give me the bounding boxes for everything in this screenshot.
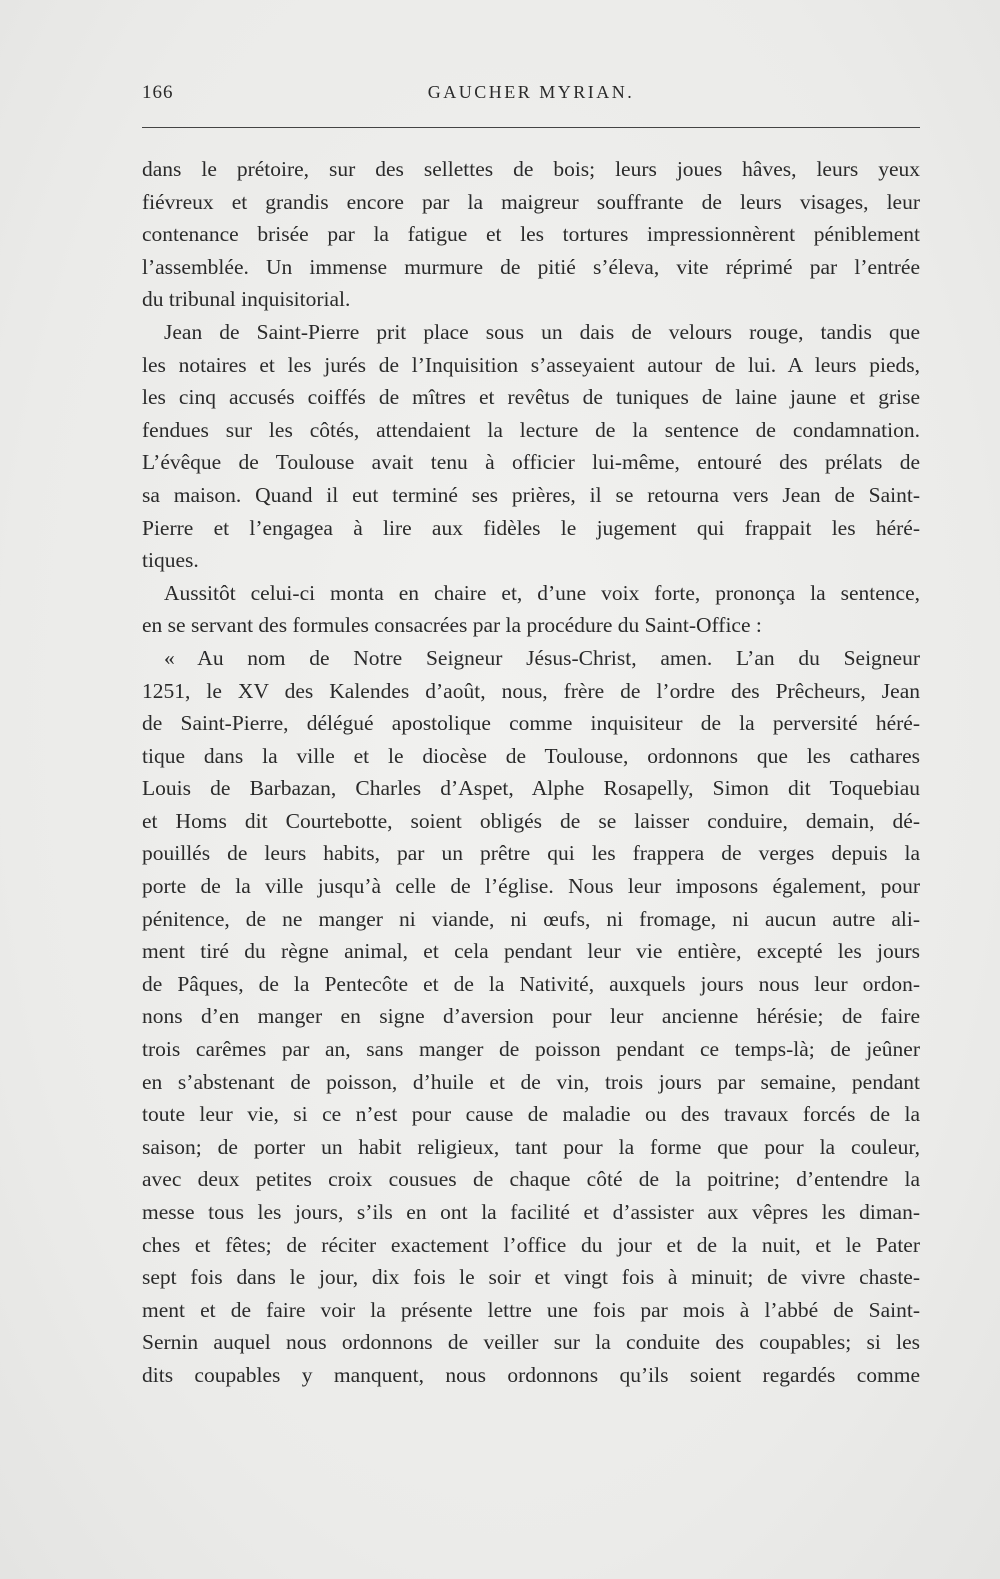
text-line: et Homs dit Courtebotte, soient obligés de se laisser conduire, demain, dé-: [142, 808, 920, 833]
text-line: Louis de Barbazan, Charles d’Aspet, Alphe Rosapelly, Simon dit Toquebiau: [142, 776, 920, 801]
text-line: de Pâques, de la Pentecôte et de la Nativité, auxquels jours nous leur ordon-: [142, 971, 920, 996]
text-line: ment et de faire voir la présente lettre une fois par mois à l’abbé de Saint-: [142, 1297, 920, 1322]
text-line: Pierre et l’engagea à lire aux fidèles le jugement qui frappait les héré-: [142, 515, 920, 540]
text-line: de Saint-Pierre, délégué apostolique comme inquisiteur de la perversité héré-: [142, 711, 920, 736]
text-line: Jean de Saint-Pierre prit place sous un dais de velours rouge, tandis que: [164, 319, 920, 344]
header-rule: [142, 127, 920, 128]
text-line: Aussitôt celui-ci monta en chaire et, d’une voix forte, prononça la sentence,: [164, 580, 920, 605]
text-line: 1251, le XV des Kalendes d’août, nous, frère de l’ordre des Prêcheurs, Jean: [142, 678, 920, 703]
text-line: fiévreux et grandis encore par la maigreur souffrante de leurs visages, leur: [142, 189, 920, 214]
running-title: GAUCHER MYRIAN.: [427, 82, 635, 102]
text-line: messe tous les jours, s’ils en ont la facilité et d’assister aux vêpres les diman-: [142, 1200, 920, 1224]
text-line: l’assemblée. Un immense murmure de pitié s’éleva, vite réprimé par l’entrée: [142, 254, 920, 279]
text-line: fendues sur les côtés, attendaient la lecture de la sentence de condamnation.: [142, 417, 920, 442]
text-line: « Au nom de Notre Seigneur Jésus-Christ, amen. L’an du Seigneur: [164, 645, 920, 670]
text-line: toute leur vie, si ce n’est pour cause de maladie ou des travaux forcés de la: [142, 1102, 920, 1127]
text-line: saison; de porter un habit religieux, tant pour la forme que pour la couleur,: [142, 1134, 920, 1159]
text-line: porte de la ville jusqu’à celle de l’église. Nous leur imposons également, pour: [142, 874, 920, 899]
text-line: Sernin auquel nous ordonnons de veiller sur la conduite des coupables; si les: [142, 1330, 920, 1355]
body-text: [142, 153, 920, 1392]
text-line: pénitence, de ne manger ni viande, ni œufs, ni fromage, ni aucun autre ali-: [142, 906, 920, 931]
text-line: les cinq accusés coiffés de mîtres et revêtus de tuniques de laine jaune et grise: [142, 385, 920, 410]
text-line: en se servant des formules consacrées par la procédure du Saint-Office :: [142, 613, 762, 638]
text-line: tiques.: [142, 548, 199, 573]
text-line: L’évêque de Toulouse avait tenu à officier lui-même, entouré des prélats de: [142, 450, 920, 475]
text-line: ment tiré du règne animal, et cela pendant leur vie entière, excepté les jours: [142, 939, 920, 964]
page-number: 166: [142, 82, 174, 103]
text-line: en s’abstenant de poisson, d’huile et de vin, trois jours par semaine, pendant: [142, 1069, 920, 1094]
text-line: dans le prétoire, sur des sellettes de bois; leurs joues hâves, leurs yeux: [142, 157, 920, 181]
text-line: trois carêmes par an, sans manger de poisson pendant ce temps-là; de jeûner: [142, 1037, 920, 1062]
text-line: pouillés de leurs habits, par un prêtre qui les frappera de verges depuis la: [142, 841, 920, 866]
text-line: du tribunal inquisitorial.: [142, 287, 351, 312]
text-line: sept fois dans le jour, dix fois le soir et vingt fois à minuit; de vivre chaste-: [142, 1265, 920, 1290]
text-line: avec deux petites croix cousues de chaque côté de la poitrine; d’entendre la: [142, 1167, 920, 1192]
text-line: ches et fêtes; de réciter exactement l’office du jour et de la nuit, et le Pater: [142, 1232, 920, 1257]
text-line: tique dans la ville et le diocèse de Toulouse, ordonnons que les cathares: [142, 743, 920, 768]
text-line: nons d’en manger en signe d’aversion pour leur ancienne hérésie; de faire: [142, 1004, 920, 1029]
text-line: sa maison. Quand il eut terminé ses prières, il se retourna vers Jean de Saint-: [142, 482, 920, 507]
text-line: contenance brisée par la fatigue et les tortures impressionnèrent péniblement: [142, 222, 920, 247]
text-line: dits coupables y manquent, nous ordonnons qu’ils soient regardés comme: [142, 1362, 920, 1387]
running-head: [142, 82, 920, 108]
text-line: les notaires et les jurés de l’Inquisition s’asseyaient autour de lui. A leurs pieds,: [142, 352, 920, 377]
